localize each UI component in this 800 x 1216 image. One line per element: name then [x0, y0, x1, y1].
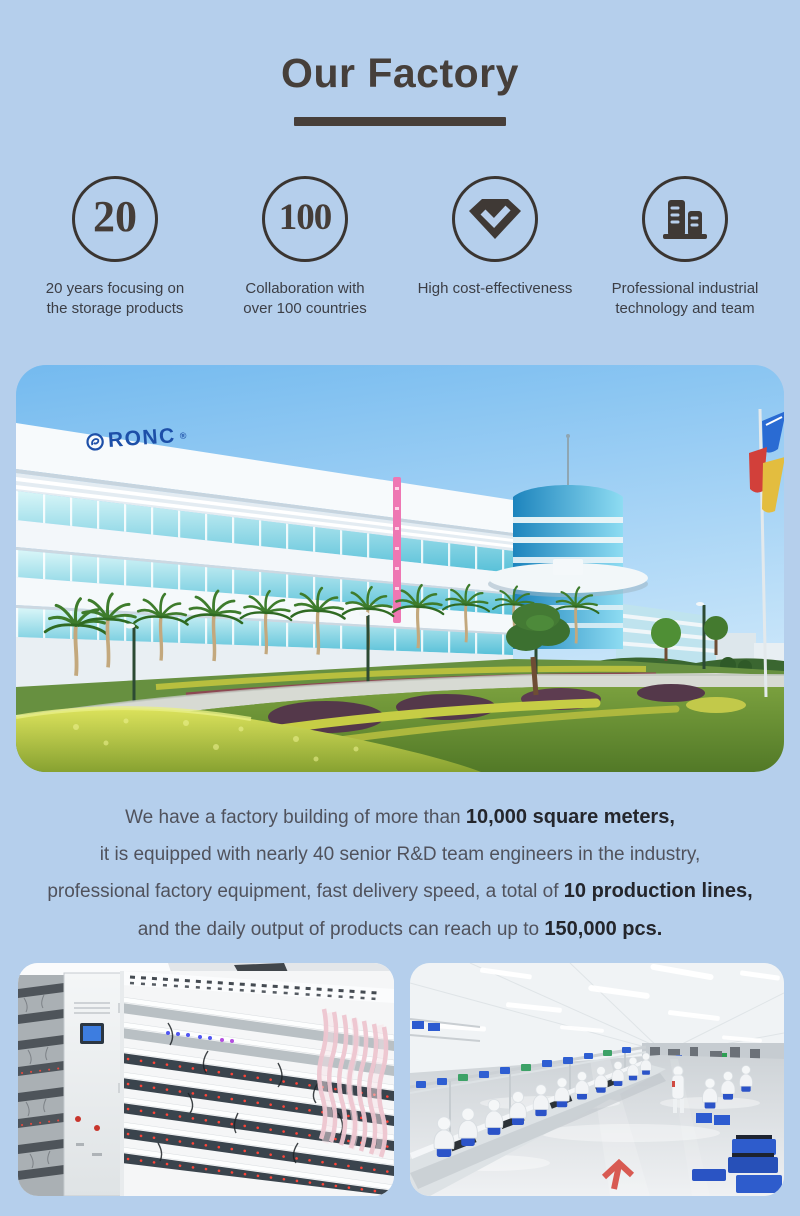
- technology-circle: [642, 176, 728, 262]
- left-dark-rack: [18, 975, 64, 1196]
- ronc-logo-icon: [85, 432, 104, 451]
- battery-racks-illustration: [18, 963, 394, 1196]
- factory-exterior-illustration: [16, 365, 784, 772]
- paragraph-line: professional factory equipment, fast delivery speed, a total of 10 production lines,: [47, 880, 753, 902]
- years-number: 20: [93, 192, 137, 241]
- stat-years: [20, 176, 210, 320]
- stat-cost: [400, 176, 590, 320]
- paragraph-line: and the daily output of products can reach up to 150,000 pcs.: [137, 917, 663, 940]
- paragraph-line: it is equipped with nearly 40 senior R&D team engineers in the industry,: [99, 843, 701, 865]
- paragraph-line: We have a factory building of more than 10,000 square meters,: [125, 806, 675, 828]
- factory-description: [0, 799, 800, 948]
- battery-test-racks-photo: [18, 963, 394, 1196]
- cost-caption: High cost-effectiveness: [417, 280, 573, 297]
- page-title: Our Factory: [281, 50, 519, 96]
- title-underline: [294, 117, 506, 126]
- right-rack-shelves: [120, 971, 394, 1196]
- years-caption: 20 years focusing on the storage products: [45, 280, 185, 318]
- years-circle: [72, 176, 158, 262]
- assembly-line-illustration: [410, 963, 784, 1196]
- ronc-logo-reg: ®: [179, 430, 187, 441]
- stat-technology: [590, 176, 780, 320]
- gem-check-icon: [466, 196, 524, 242]
- countries-circle: [262, 176, 348, 262]
- countries-caption: Collaboration with over 100 countries: [243, 280, 367, 318]
- control-cabinet: [64, 973, 123, 1196]
- buildings-icon: [662, 196, 708, 242]
- ronc-logo-text: RONC: [107, 424, 177, 452]
- stat-countries: [210, 176, 400, 320]
- technology-caption: Professional industrial technology and team: [611, 280, 759, 318]
- stats-row: [20, 176, 780, 320]
- factory-exterior-photo: [16, 365, 784, 772]
- countries-number: 100: [278, 196, 332, 238]
- cost-circle: [452, 176, 538, 262]
- pink-harnesses: [319, 1009, 386, 1157]
- assembly-line-photo: [410, 963, 784, 1196]
